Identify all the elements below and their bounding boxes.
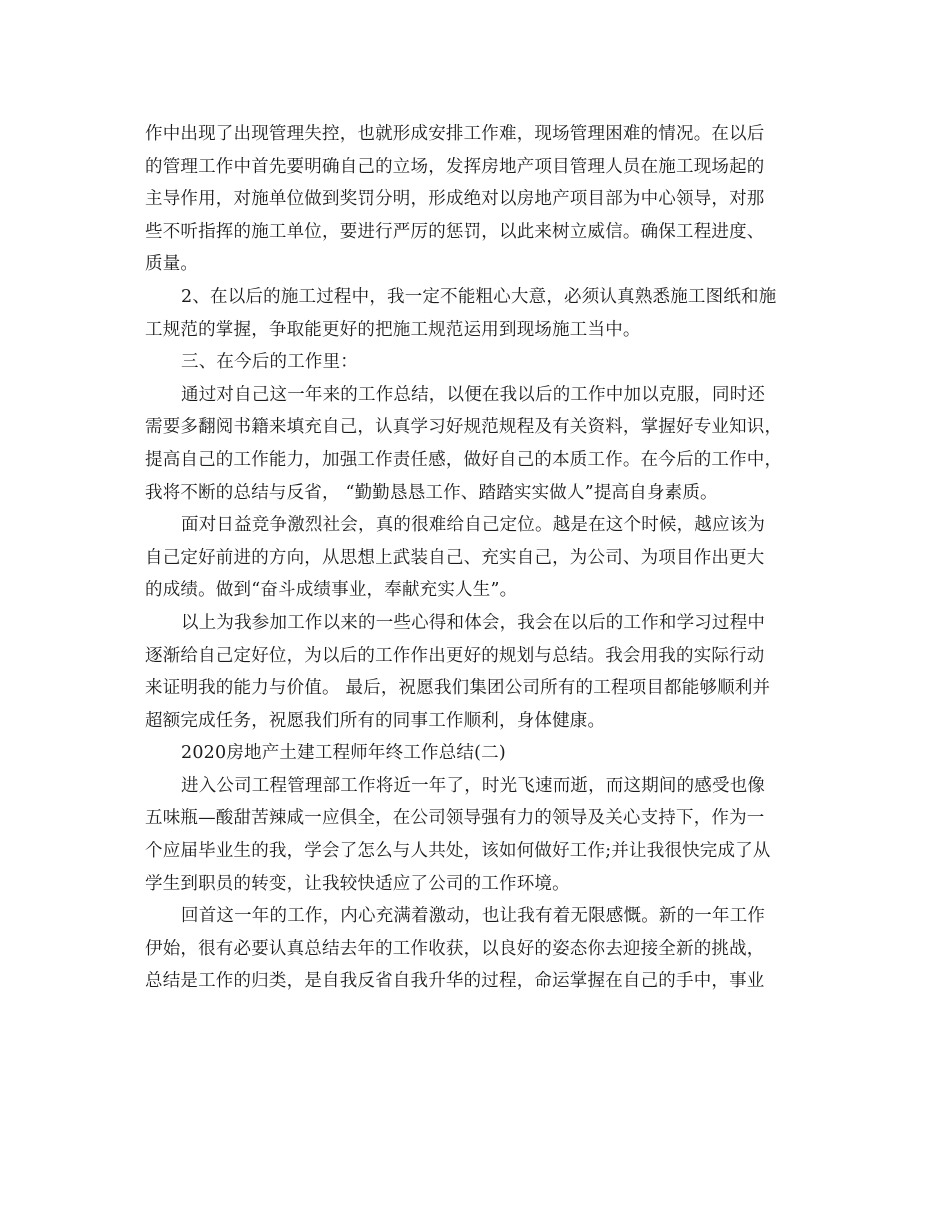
text-line: 五味瓶—酸甜苦辣咸一应俱全，在公司领导强有力的领导及关心支持下，作为一 (145, 808, 765, 829)
text-line: 2020房地产土建工程师年终工作总结(二) (181, 743, 506, 764)
text-line: 总结是工作的归类，是自我反省自我升华的过程，命运掌握在自己的手中，事业 (145, 971, 765, 992)
text-line: 面对日益竞争激烈社会，真的很难给自己定位。越是在这个时候，越应该为 (181, 515, 766, 536)
text-line: 主导作用，对施单位做到奖罚分明，形成绝对以房地产项目部为中心领导，对那 (145, 189, 765, 210)
text-line: 的成绩。做到“奋斗成绩事业，奉献充实人生”。 (145, 580, 518, 601)
text-line: 的管理工作中首先要明确自己的立场，发挥房地产项目管理人员在施工现场起的 (145, 156, 765, 177)
text-line: 2、在以后的施工过程中，我一定不能粗心大意，必须认真熟悉施工图纸和施 (181, 286, 777, 307)
text-line: 来证明我的能力与价值。 最后，祝愿我们集团公司所有的工程项目都能够顺利并 (145, 678, 771, 699)
text-line: 个应届毕业生的我，学会了怎么与人共处，该如何做好工作;并让我很快完成了从 (145, 841, 771, 862)
text-line: 学生到职员的转变，让我较快适应了公司的工作环境。 (145, 873, 570, 894)
text-line: 工规范的掌握，争取能更好的把施工规范运用到现场施工当中。 (145, 319, 641, 340)
text-line: 进入公司工程管理部工作将近一年了，时光飞速而逝，而这期间的感受也像 (181, 775, 766, 796)
text-line: 质量。 (145, 254, 199, 275)
text-line: 通过对自己这一年来的工作总结，以便在我以后的工作中加以克服，同时还 (181, 384, 766, 405)
text-line: 逐渐给自己定好位，为以后的工作作出更好的规划与总结。我会用我的实际行动 (145, 645, 765, 666)
text-line: 伊始，很有必要认真总结去年的工作收获，以良好的姿态你去迎接全新的挑战， (145, 938, 765, 959)
text-line: 需要多翻阅书籍来填充自己，认真学习好规范规程及有关资料，掌握好专业知识， (145, 417, 783, 438)
text-line: 些不听指挥的施工单位，要进行严厉的惩罚，以此来树立威信。确保工程进度、 (145, 221, 765, 242)
text-line: 以上为我参加工作以来的一些心得和体会，我会在以后的工作和学习过程中 (181, 612, 766, 633)
document-body-text (145, 118, 805, 998)
text-line: 超额完成任务，祝愿我们所有的同事工作顺利，身体健康。 (145, 710, 606, 731)
text-line: 自己定好前进的方向，从思想上武装自己、充实自己，为公司、为项目作出更大 (145, 547, 765, 568)
text-line: 我将不断的总结与反省， “勤勤恳恳工作、踏踏实实做人”提高自身素质。 (145, 482, 718, 503)
text-line: 作中出现了出现管理失控，也就形成安排工作难，现场管理困难的情况。在以后 (145, 124, 765, 144)
text-line: 回首这一年的工作，内心充满着激动，也让我有着无限感慨。新的一年工作 (181, 906, 766, 927)
text-line: 三、在今后的工作里： (181, 352, 358, 373)
text-line: 提高自己的工作能力，加强工作责任感，做好自己的本质工作。在今后的工作中， (145, 449, 783, 470)
